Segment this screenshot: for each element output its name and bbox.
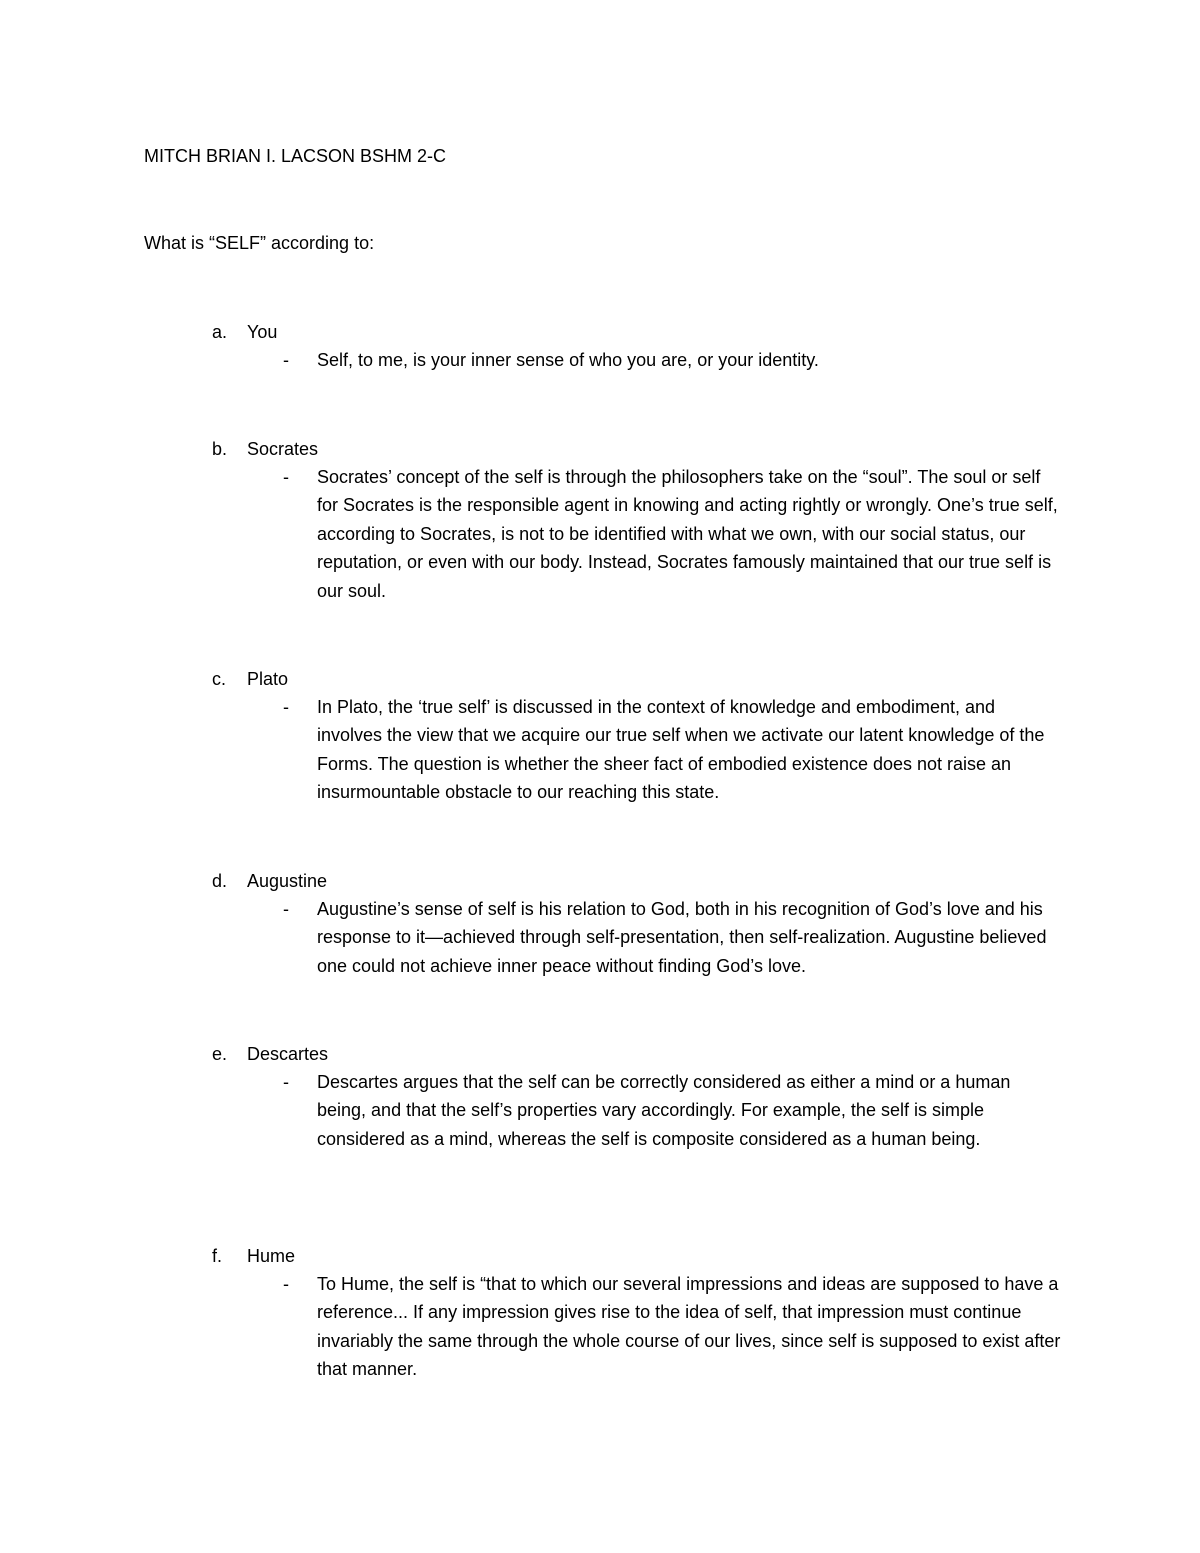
item-text: Augustine’s sense of self is his relation to God, both in his recognition of God’s love and his response to it—achieved through self-presentation, then self-realization. Augustine believed one could not achieve inner peace without finding God’s love. (317, 899, 1047, 976)
item-text: To Hume, the self is “that to which our several impressions and ideas are supposed to have a reference... If any impression gives rise to the idea of self, that impression must continue invariably the same through the whole course of our lives, since self is supposed to exist after that manner. (317, 1274, 1061, 1380)
item-letter: f. (212, 1246, 223, 1266)
item-title: You (247, 322, 278, 342)
item-letter: b. (212, 439, 228, 459)
bullet-dash: - (283, 697, 289, 717)
item-label (212, 1242, 295, 1270)
bullet-dash: - (283, 350, 289, 370)
bullet-dash: - (283, 899, 289, 919)
bullet-dash: - (283, 1274, 289, 1294)
item-title: Augustine (247, 871, 328, 891)
item-label (212, 435, 318, 463)
item-letter: e. (212, 1044, 228, 1064)
item-title: Hume (247, 1246, 296, 1266)
item-text: Socrates’ concept of the self is through the philosophers take on the “soul”. The soul or self for Socrates is the responsible agent in knowing and acting rightly or wrongly. One’s true self, according to Socrates, is not to be identified with what we own, with our social status, our reputation, or even with our body. Instead, Socrates famously maintained that our true self is our soul. (317, 467, 1058, 601)
item-title: Descartes (247, 1044, 329, 1064)
item-text: Self, to me, is your inner sense of who you are, or your identity. (317, 350, 819, 370)
item-label (212, 665, 288, 693)
student-name-header: MITCH BRIAN I. LACSON BSHM 2-C (144, 146, 447, 166)
bullet-dash: - (283, 467, 289, 487)
item-title: Plato (247, 669, 289, 689)
item-label (212, 318, 277, 346)
item-letter: c. (212, 669, 227, 689)
item-label (212, 1040, 328, 1068)
bullet-dash: - (283, 1072, 289, 1092)
item-text: In Plato, the ‘true self’ is discussed in the context of knowledge and embodiment, and involves the view that we acquire our true self when we activate our latent knowledge of the Forms. The question is whether the sheer fact of embodied existence does not raise an insurmountable obstacle to our reaching this state. (317, 697, 1045, 803)
item-label (212, 867, 327, 895)
item-letter: d. (212, 871, 228, 891)
question-heading: What is “SELF” according to: (144, 233, 375, 253)
item-title: Socrates (247, 439, 319, 459)
item-text: Descartes argues that the self can be correctly considered as either a mind or a human being, and that the self’s properties vary accordingly. For example, the self is simple considered as a mind, whereas the self is composite considered as a human being. (317, 1072, 1011, 1149)
item-letter: a. (212, 322, 228, 342)
